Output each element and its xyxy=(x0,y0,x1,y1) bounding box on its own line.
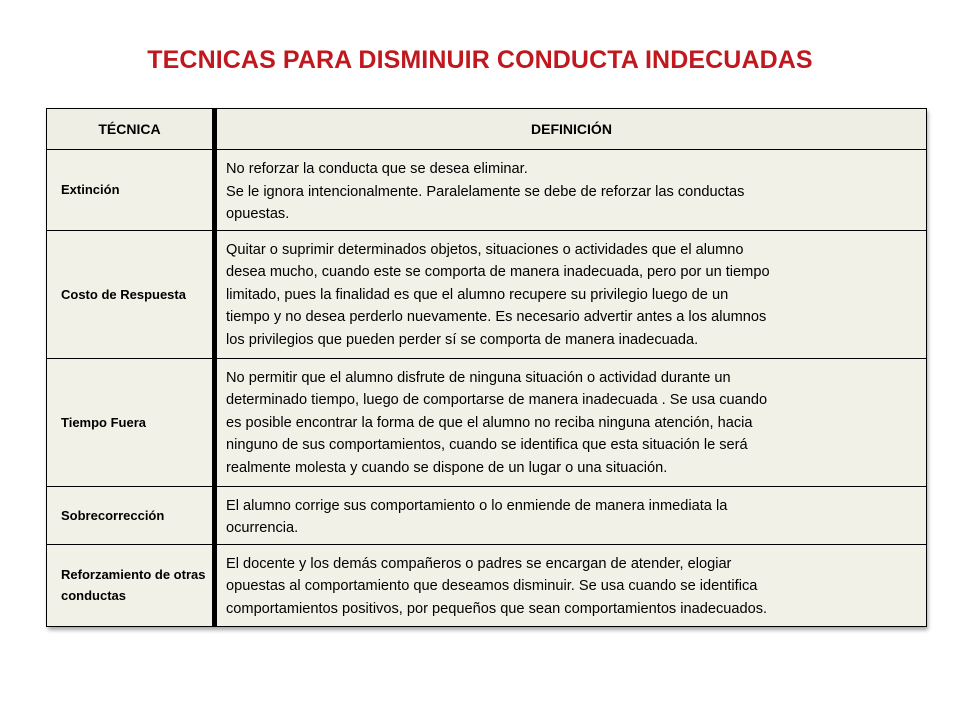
definition-line: tiempo y no desea perderlo nuevamente. Es necesario advertir antes a los alumnos xyxy=(226,309,767,325)
definition-line: Quitar o suprimir determinados objetos, situaciones o actividades que el alumno xyxy=(226,241,744,258)
slide-title: TECNICAS PARA DISMINUIR CONDUCTA INDECUADAS xyxy=(147,46,813,74)
technique-cell: Sobrecorrección xyxy=(47,486,215,544)
definition-line: determinado tiempo, luego de comportarse de manera inadecuada . Se usa cuando xyxy=(226,392,768,408)
table-row xyxy=(47,544,927,626)
table-row xyxy=(47,230,927,358)
definition-cell xyxy=(215,150,927,231)
technique-cell: Tiempo Fuera xyxy=(47,358,215,486)
table-header-row xyxy=(47,109,927,150)
definition-line: ninguno de sus comportamientos, cuando se identifica que esta situación le será xyxy=(226,437,748,453)
techniques-table-container xyxy=(46,108,926,627)
header-definition: DEFINICIÓN xyxy=(215,109,927,150)
definition-line: es posible encontrar la forma de que el alumno no reciba ninguna atención, hacia xyxy=(226,414,753,431)
table-row xyxy=(47,486,927,544)
definition-line: limitado, pues la finalidad es que el alumno recupere su privilegio luego de un xyxy=(226,286,729,303)
definition-line: desea mucho, cuando este se comporta de manera inadecuada, pero por un tiempo xyxy=(226,264,770,280)
definition-line: El alumno corrige sus comportamiento o lo enmiende de manera inmediata la xyxy=(226,497,728,514)
header-technique: TÉCNICA xyxy=(47,109,215,150)
techniques-table xyxy=(46,108,927,627)
technique-cell: Extinción xyxy=(47,150,215,231)
definition-line: No permitir que el alumno disfrute de ninguna situación o actividad durante un xyxy=(226,369,731,386)
definition-line: comportamientos positivos, por pequeños que sean comportamientos inadecuados. xyxy=(226,600,768,617)
definition-line: No reforzar la conducta que se desea eliminar. xyxy=(226,161,528,177)
definition-line: opuestas al comportamiento que deseamos disminuir. Se usa cuando se identifica xyxy=(226,578,758,594)
technique-cell: Costo de Respuesta xyxy=(47,230,215,358)
definition-line: realmente molesta y cuando se dispone de un lugar o una situación. xyxy=(226,459,668,476)
definition-line: ocurrencia. xyxy=(226,520,299,536)
definition-line: opuestas. xyxy=(226,206,290,222)
table-row xyxy=(47,150,927,231)
definition-line: los privilegios que pueden perder sí se comporta de manera inadecuada. xyxy=(226,331,699,348)
technique-cell: Reforzamiento de otras conductas xyxy=(47,544,215,626)
definition-cell xyxy=(215,486,927,544)
definition-cell xyxy=(215,544,927,626)
definition-line: Se le ignora intencionalmente. Paralelamente se debe de reforzar las conductas xyxy=(226,183,745,200)
definition-cell xyxy=(215,358,927,486)
table-row xyxy=(47,358,927,486)
definition-cell xyxy=(215,230,927,358)
definition-line: El docente y los demás compañeros o padres se encargan de atender, elogiar xyxy=(226,555,732,572)
